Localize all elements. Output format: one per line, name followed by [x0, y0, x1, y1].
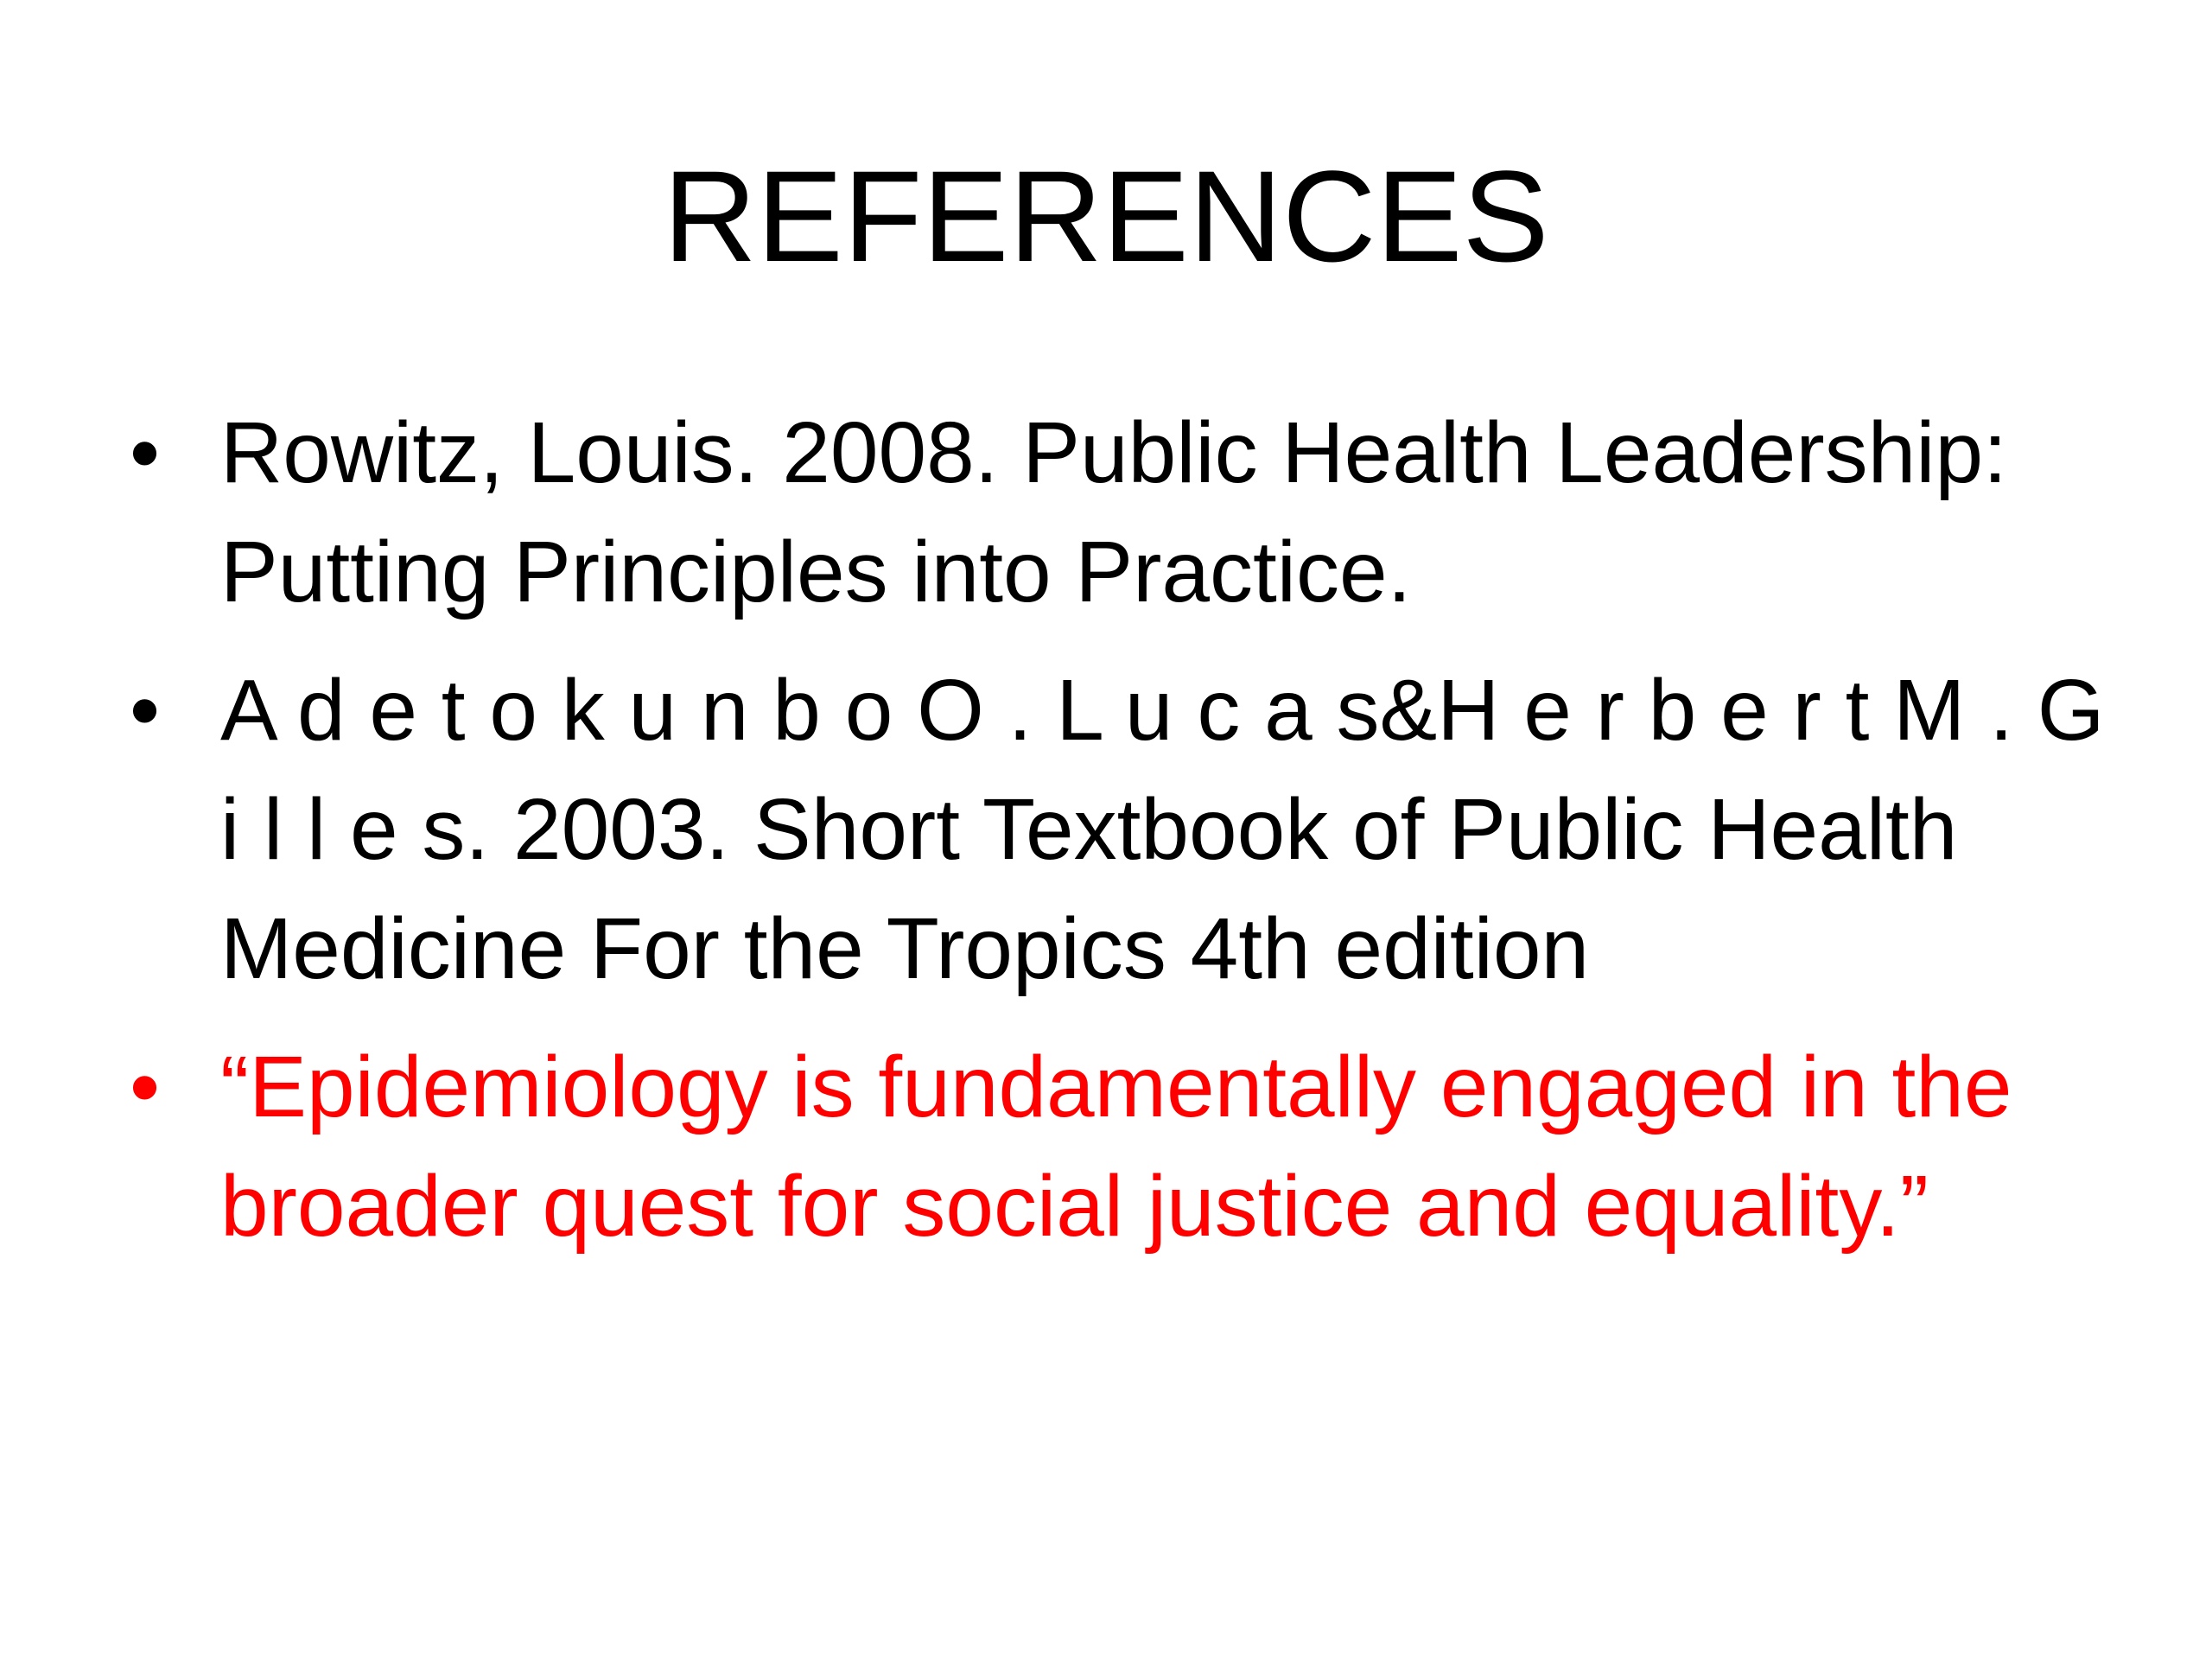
slide-title: REFERENCES: [663, 143, 1549, 289]
bullet-icon: •: [130, 404, 161, 501]
reference-list: [130, 393, 2117, 1285]
reference-text: 2003. Short Textbook of Public Health Medicine For the Tropics 4th edition: [220, 781, 1958, 997]
quote-item: [130, 1027, 2117, 1266]
bullet-icon: •: [130, 1039, 161, 1135]
reference-item: [130, 393, 2117, 632]
bullet-icon: •: [130, 662, 161, 759]
reference-authors: A d e t o k u n b o O . L u c a s&H e r b e r t M . G i l l e s.: [220, 662, 2105, 878]
reference-item: [130, 651, 2117, 1008]
reference-text: Rowitz, Louis. 2008. Public Health Leadership: Putting Principles into Practice.: [220, 404, 2007, 620]
quote-text: “Epidemiology is fundamentally engaged in the broader quest for social justice and equality.”: [220, 1039, 2012, 1255]
